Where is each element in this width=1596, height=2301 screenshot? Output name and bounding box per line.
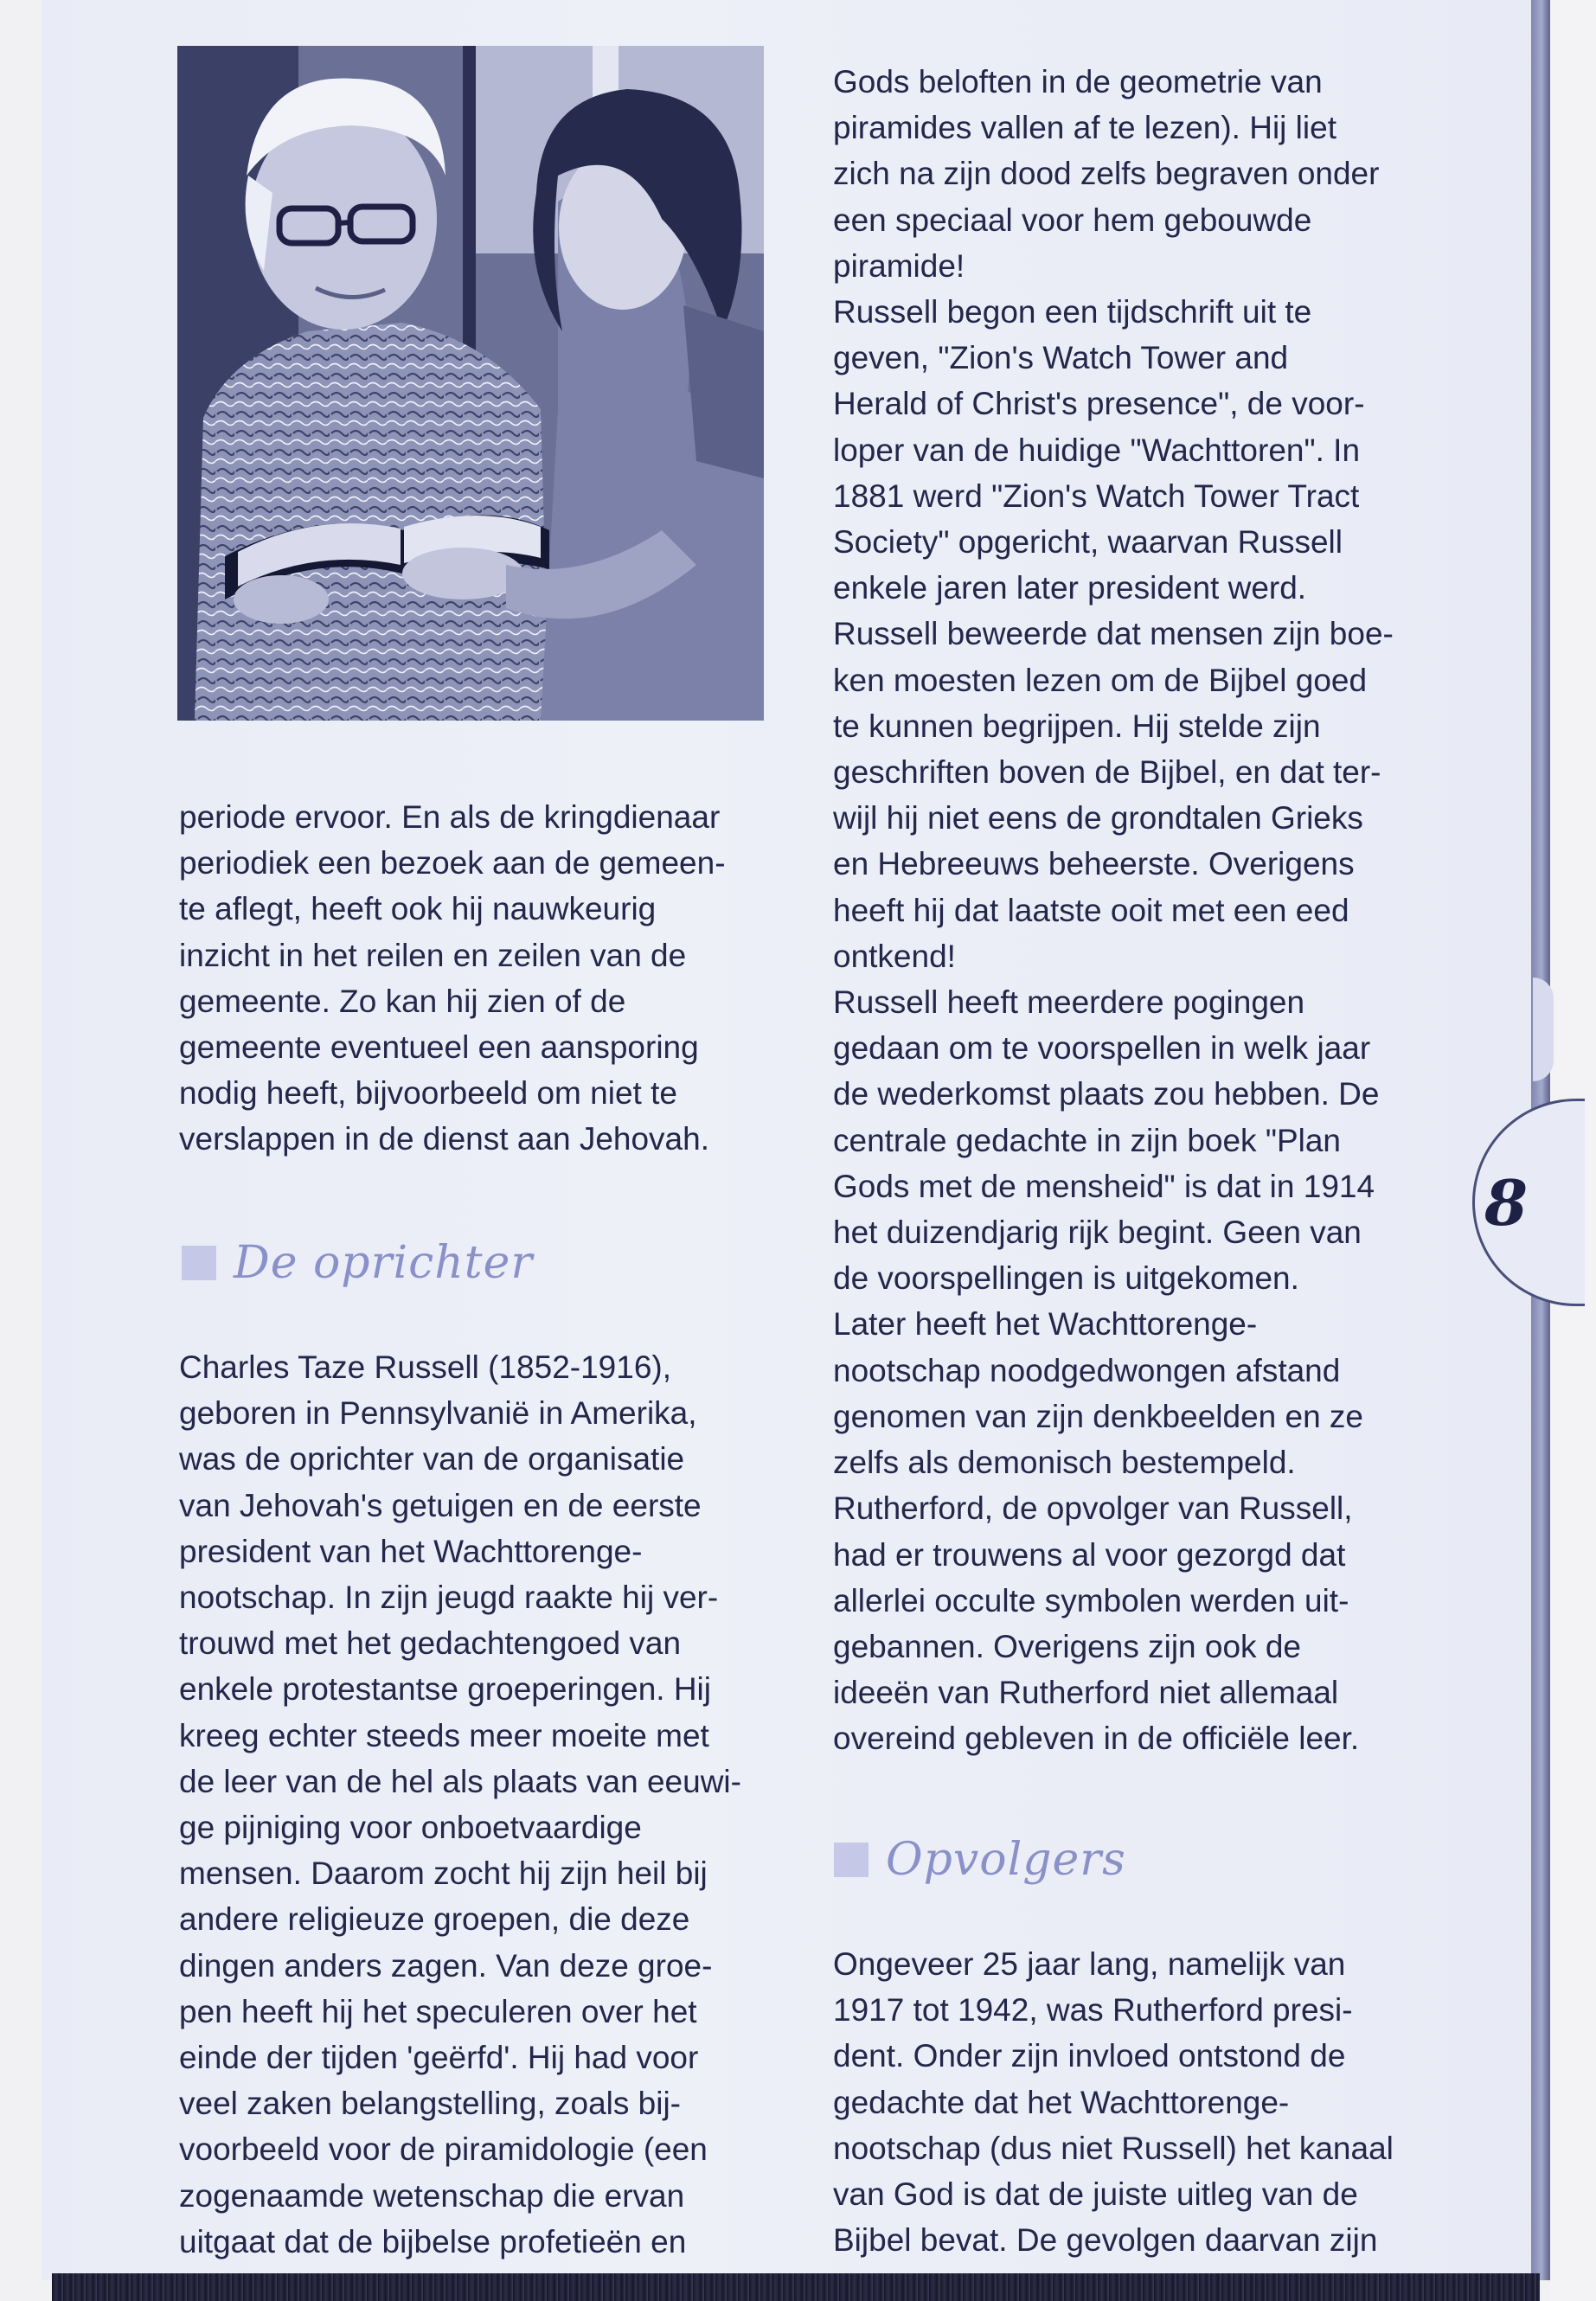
section-heading-opvolgers: [834, 1834, 1126, 1886]
heading-text: Opvolgers: [886, 1834, 1126, 1886]
section-heading-de-oprichter: [182, 1237, 533, 1289]
scan-bottom-strip: [52, 2273, 1540, 2301]
chapter-tab-number: 8: [1484, 1166, 1529, 1240]
right-body-paragraph: Gods beloften in de geometrie van piramides vallen af te lezen). Hij liet zich na zijn dood zelfs begraven onder een speciaal voor hem gebouwde piramide! Russell begon een tijdschrift uit te geven, "Zion's Watch Tower and Herald of Christ's presence", de voor- loper van de huidige "Wachttoren". In 1881 werd "Zion's Watch Tower Tract Society" opgericht, waarvan Russell enkele jaren later president werd. Russell beweerde dat mensen zijn boe- ken moesten lezen om de Bijbel goed te kunnen begrijpen. Hij stelde zijn geschriften boven de Bijbel, en dat ter- wijl hij niet eens de grondtalen Grieks en Hebreeuws beheerste. Overigens heeft hij dat laatste ooit met een eed ontkend! Russell heeft meerdere pogingen gedaan om te voorspellen in welk jaar de wederkomst plaats zou hebben. De centrale gedachte in zijn boek "Plan Gods met de mensheid" is dat in 1914 het duizendjarig rijk begint. Geen van de voorspellingen is uitgekomen. Later heeft het Wachttorenge- nootschap noodgedwongen afstand genomen van zijn denkbeelden en ze zelfs als demonisch bestempeld. Rutherford, de opvolger van Russell, had er trouwens al voor gezorgd dat allerlei occulte symbolen werden uit- gebannen. Overigens zijn ook de ideeën van Rutherford niet allemaal overeind gebleven in de officiële leer.: [833, 64, 1394, 1757]
left-body-paragraph: Charles Taze Russell (1852-1916), geboren in Pennsylvanië in Amerika, was de oprichter van de organisatie van Jehovah's getuigen en de eerste president van het Wachttorenge- nootschap. In zijn jeugd raakte hij ver- trouwd met het gedachtengoed van enkele protestantse groeperingen. Hij kreeg echter steeds meer moeite met de leer van de hel als plaats van eeuwi- ge pijniging voor onboetvaardige mensen. Daarom zocht hij zijn heil bij andere religieuze groepen, die deze dingen anders zagen. Van deze groe- pen heeft hij het speculeren over het einde der tijden 'geërfd'. Hij had voor veel zaken belangstelling, zoals bij- voorbeeld voor de piramidologie (een zogenaamde wetenschap die ervan uitgaat dat de bijbelse profetieën en: [179, 1349, 741, 2259]
left-intro-paragraph: periode ervoor. En als de kringdienaar periodiek een bezoek aan de gemeen- te aflegt, heeft ook hij nauwkeurig inzicht in het reilen en zeilen van de gemeente. Zo kan hij zien of de gemeente eventueel een aansporing nodig heeft, bijvoorbeeld om niet te verslappen in de dienst aan Jehovah.: [179, 799, 726, 1157]
heading-text: De oprichter: [234, 1237, 534, 1289]
chapter-tab-previous: [1533, 977, 1554, 1081]
heading-square-marker: [182, 1246, 216, 1280]
photo-two-women-reading-bible: [177, 46, 764, 721]
right-body-paragraph-2: Ongeveer 25 jaar lang, namelijk van 1917 tot 1942, was Rutherford presi- dent. Onder zijn invloed ontstond de gedachte dat het Wachttorenge- nootschap (dus niet Russell) het kanaal van God is dat de juiste uitleg van de Bijbel bevat. De gevolgen daarvan zijn: [833, 1946, 1394, 2259]
heading-square-marker: [834, 1843, 869, 1877]
